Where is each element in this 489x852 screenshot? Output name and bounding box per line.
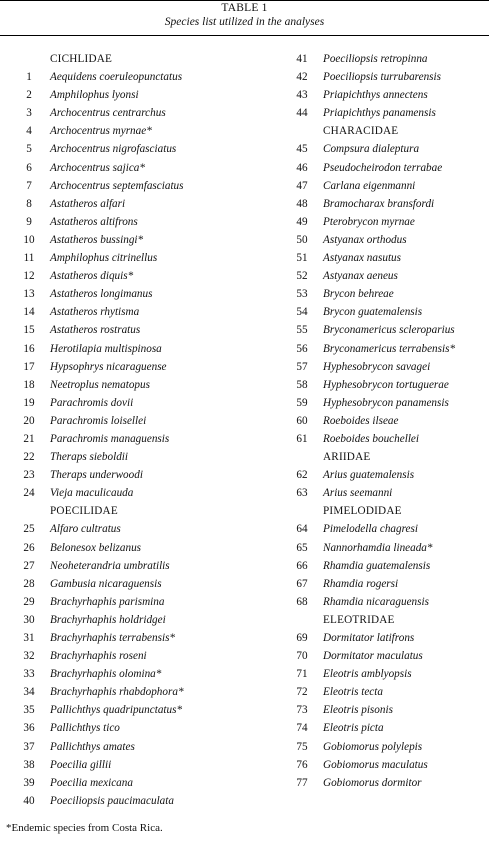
species-name: Archocentrus sajica*	[50, 161, 145, 174]
table-title: TABLE 1	[221, 2, 268, 14]
species-number: 55	[296, 324, 308, 337]
species-row	[18, 557, 258, 575]
species-number: 53	[296, 288, 308, 301]
species-number: 28	[23, 577, 35, 590]
species-number: 56	[296, 342, 308, 355]
species-number: 18	[23, 378, 35, 391]
species-row	[291, 68, 489, 86]
species-name: Brachyrhaphis rhabdophora*	[50, 686, 184, 699]
header-rule	[0, 35, 489, 36]
species-number: 9	[26, 215, 32, 228]
species-name: Rhamdia rogersi	[323, 577, 399, 590]
species-name: Vieja maculicauda	[50, 487, 134, 500]
species-row	[18, 683, 258, 701]
species-number: 1	[26, 71, 32, 84]
species-row	[18, 575, 258, 593]
species-name: Astatheros alfari	[50, 197, 126, 210]
species-number: 70	[296, 650, 308, 663]
species-number: 66	[296, 559, 308, 572]
species-name: Aequidens coeruleopunctatus	[50, 71, 183, 84]
species-row	[291, 340, 489, 358]
species-row	[291, 738, 489, 756]
species-row	[18, 358, 258, 376]
species-name: Eleotris tecta	[323, 686, 383, 699]
family-name: POECILIDAE	[50, 505, 118, 518]
species-name: Rhamdia guatemalensis	[323, 559, 431, 572]
species-name: Priapichthys annectens	[323, 89, 428, 102]
species-row	[291, 466, 489, 484]
species-number: 34	[23, 686, 35, 699]
species-row	[291, 629, 489, 647]
species-number: 65	[296, 541, 308, 554]
species-name: Bryconamericus terrabensis*	[323, 342, 456, 355]
species-number: 57	[296, 360, 308, 373]
species-number: 39	[23, 776, 35, 789]
species-row	[18, 303, 258, 321]
species-number: 43	[296, 89, 308, 102]
species-name: Hyphesobrycon tortuguerae	[323, 378, 449, 391]
species-row	[18, 629, 258, 647]
species-number: 69	[296, 632, 308, 644]
species-name: Hyphesobrycon panamensis	[323, 396, 449, 409]
species-name: Dormitator latifrons	[323, 632, 415, 644]
species-name: Gobiomorus polylepis	[323, 740, 423, 753]
species-name: Pallichthys tico	[50, 722, 120, 735]
species-row	[18, 394, 258, 412]
species-row	[18, 140, 258, 158]
species-row	[291, 575, 489, 593]
species-row	[291, 285, 489, 303]
species-number: 20	[23, 414, 35, 427]
species-number: 22	[23, 451, 35, 464]
species-number: 38	[23, 758, 35, 771]
species-row	[18, 774, 258, 792]
species-row	[291, 756, 489, 774]
species-name: Priapichthys panamensis	[323, 107, 436, 120]
family-name: ARIIDAE	[323, 451, 371, 464]
species-number: 35	[23, 704, 35, 717]
species-row	[18, 738, 258, 756]
family-header-row	[291, 448, 489, 466]
species-row	[18, 321, 258, 339]
species-number: 2	[26, 89, 32, 102]
species-name: Eleotris amblyopsis	[323, 668, 412, 681]
species-number: 27	[23, 559, 35, 572]
species-name: Theraps underwoodi	[50, 469, 143, 482]
species-row	[18, 701, 258, 719]
species-row	[18, 448, 258, 466]
species-name: Archocentrus nigrofasciatus	[50, 143, 177, 156]
species-number: 62	[296, 469, 308, 482]
species-name: Brycon guatemalensis	[323, 306, 423, 319]
family-header-row	[291, 502, 489, 520]
species-row	[291, 177, 489, 195]
species-number: 72	[296, 686, 308, 699]
species-row	[291, 557, 489, 575]
species-row	[291, 647, 489, 665]
species-number: 48	[296, 197, 308, 210]
species-row	[18, 195, 258, 213]
species-name: Astatheros rostratus	[50, 324, 141, 337]
species-row	[291, 140, 489, 158]
species-row	[18, 159, 258, 177]
species-row	[291, 231, 489, 249]
species-number: 76	[296, 758, 308, 771]
species-row	[18, 267, 258, 285]
species-number: 75	[296, 740, 308, 753]
species-name: Herotilapia multispinosa	[50, 342, 162, 355]
family-header-row	[18, 502, 258, 520]
species-row	[291, 412, 489, 430]
species-row	[291, 701, 489, 719]
species-name: Alfaro cultratus	[50, 523, 121, 536]
species-number: 4	[26, 125, 32, 138]
species-name: Nannorhamdia lineada*	[323, 541, 433, 554]
species-number: 63	[296, 487, 308, 500]
species-number: 25	[23, 523, 35, 536]
species-name: Amphilophus citrinellus	[50, 252, 158, 265]
species-name: Hypsophrys nicaraguense	[50, 360, 167, 373]
species-name: Roeboides bouchellei	[323, 432, 419, 445]
species-number: 46	[296, 161, 308, 174]
species-number: 23	[23, 469, 35, 482]
species-name: Pseudocheirodon terrabae	[323, 161, 443, 174]
species-number: 12	[23, 270, 35, 283]
species-row	[18, 611, 258, 629]
species-number: 45	[296, 143, 308, 156]
species-name: Parachromis dovii	[50, 396, 134, 409]
species-row	[18, 719, 258, 737]
species-name: Bryconamericus scleroparius	[323, 324, 455, 337]
species-row	[291, 104, 489, 122]
top-rule	[0, 0, 489, 1]
species-name: Parachromis managuensis	[50, 432, 170, 445]
species-name: Gobiomorus dormitor	[323, 776, 422, 789]
species-number: 5	[26, 143, 32, 156]
species-name: Astatheros diquis*	[50, 270, 134, 283]
species-name: Eleotris pisonis	[323, 704, 393, 717]
species-row	[18, 647, 258, 665]
species-row	[291, 249, 489, 267]
species-number: 67	[296, 577, 308, 590]
species-row	[291, 50, 489, 68]
species-number: 37	[23, 740, 35, 753]
species-number: 60	[296, 414, 308, 427]
species-number: 36	[23, 722, 35, 735]
species-row	[291, 267, 489, 285]
species-name: Archocentrus centrarchus	[50, 107, 166, 120]
species-name: Dormitator maculatus	[323, 650, 423, 663]
species-number: 51	[296, 252, 308, 265]
species-name: Poeciliopsis retropinna	[323, 53, 428, 65]
species-row	[291, 683, 489, 701]
species-name: Astatheros bussingi*	[50, 233, 144, 246]
species-row	[18, 340, 258, 358]
species-number: 29	[23, 595, 35, 608]
species-number: 16	[23, 342, 35, 355]
family-name: PIMELODIDAE	[323, 505, 402, 518]
species-number: 49	[296, 215, 308, 228]
species-name: Belonesox belizanus	[50, 541, 142, 554]
species-row	[18, 122, 258, 140]
species-number: 77	[296, 776, 308, 789]
species-name: Amphilophus lyonsi	[50, 89, 139, 102]
species-name: Neetroplus nematopus	[50, 378, 150, 391]
species-number: 41	[296, 53, 308, 65]
species-number: 58	[296, 378, 308, 391]
species-name: Astatheros rhytisma	[50, 306, 140, 319]
species-row	[291, 484, 489, 502]
species-row	[18, 249, 258, 267]
species-row	[18, 68, 258, 86]
species-row	[291, 520, 489, 538]
species-number: 13	[23, 288, 35, 301]
species-number: 40	[23, 794, 35, 807]
species-number: 47	[296, 179, 308, 192]
species-number: 19	[23, 396, 35, 409]
species-name: Pallichthys amates	[50, 740, 135, 753]
species-name: Archocentrus myrnae*	[50, 125, 152, 138]
species-row	[291, 394, 489, 412]
species-row	[18, 177, 258, 195]
species-name: Parachromis loisellei	[50, 414, 147, 427]
species-number: 68	[296, 595, 308, 608]
species-number: 44	[296, 107, 308, 120]
species-row	[18, 756, 258, 774]
species-number: 74	[296, 722, 308, 735]
species-name: Neoheterandria umbratilis	[50, 559, 170, 572]
species-name: Poecilia gillii	[50, 758, 112, 771]
species-row	[291, 719, 489, 737]
species-row	[18, 466, 258, 484]
species-row	[291, 539, 489, 557]
species-row	[18, 86, 258, 104]
species-number: 42	[296, 71, 308, 84]
species-row	[18, 539, 258, 557]
species-row	[18, 792, 258, 810]
species-row	[18, 593, 258, 611]
species-row	[291, 195, 489, 213]
species-name: Gambusia nicaraguensis	[50, 577, 162, 590]
species-number: 71	[296, 668, 308, 681]
species-name: Astatheros longimanus	[50, 288, 153, 301]
species-row	[18, 285, 258, 303]
species-row	[291, 358, 489, 376]
species-name: Archocentrus septemfasciatus	[50, 179, 184, 192]
family-name: ELEOTRIDAE	[323, 613, 395, 626]
species-name: Brachyrhaphis olomina*	[50, 668, 162, 681]
species-name: Brachyrhaphis parismina	[50, 595, 165, 608]
species-name: Eleotris picta	[323, 722, 384, 735]
species-column-right	[291, 50, 489, 792]
species-row	[18, 104, 258, 122]
species-name: Bramocharax bransfordi	[323, 197, 435, 210]
species-number: 64	[296, 523, 308, 536]
species-number: 24	[23, 487, 35, 500]
species-number: 73	[296, 704, 308, 717]
species-name: Poeciliopsis paucimaculata	[50, 794, 174, 807]
species-number: 32	[23, 650, 35, 663]
species-number: 31	[23, 632, 35, 644]
species-name: Brachyrhaphis holdridgei	[50, 613, 166, 626]
species-number: 17	[23, 360, 35, 373]
species-name: Pallichthys quadripunctatus*	[50, 704, 183, 717]
species-number: 6	[26, 161, 32, 174]
species-name: Astyanax aeneus	[323, 270, 398, 283]
species-number: 14	[23, 306, 35, 319]
species-name: Roeboides ilseae	[323, 414, 399, 427]
species-name: Brachyrhaphis roseni	[50, 650, 147, 663]
species-name: Pterobrycon myrnae	[323, 215, 415, 228]
species-column-left	[18, 50, 258, 810]
species-row	[291, 774, 489, 792]
table-subtitle: Species list utilized in the analyses	[164, 16, 325, 28]
species-name: Astyanax orthodus	[323, 233, 407, 246]
family-name: CHARACIDAE	[323, 125, 399, 138]
species-name: Carlana eigenmanni	[323, 179, 416, 192]
species-name: Rhamdia nicaraguensis	[323, 595, 429, 608]
species-row	[291, 159, 489, 177]
species-row	[18, 231, 258, 249]
species-row	[18, 430, 258, 448]
species-row	[18, 484, 258, 502]
footnote: *Endemic species from Costa Rica.	[6, 822, 163, 834]
species-row	[291, 593, 489, 611]
species-name: Theraps sieboldii	[50, 451, 129, 464]
species-name: Arius seemanni	[323, 487, 393, 500]
species-number: 15	[23, 324, 35, 337]
species-number: 21	[23, 432, 35, 445]
family-header-row	[18, 50, 258, 68]
species-row	[291, 86, 489, 104]
species-name: Poeciliopsis turrubarensis	[323, 71, 441, 84]
species-number: 3	[26, 107, 32, 120]
species-number: 11	[23, 252, 35, 265]
species-name: Gobiomorus maculatus	[323, 758, 428, 771]
species-number: 26	[23, 541, 35, 554]
species-row	[291, 376, 489, 394]
species-number: 33	[23, 668, 35, 681]
species-name: Brycon behreae	[323, 288, 394, 301]
species-row	[291, 665, 489, 683]
species-number: 7	[26, 179, 32, 192]
species-row	[291, 303, 489, 321]
species-number: 10	[23, 233, 35, 246]
species-row	[18, 412, 258, 430]
species-name: Hyphesobrycon savagei	[323, 360, 431, 373]
family-name: CICHLIDAE	[50, 53, 113, 65]
species-row	[291, 213, 489, 231]
species-number: 8	[26, 197, 32, 210]
family-header-row	[291, 122, 489, 140]
species-row	[18, 213, 258, 231]
species-name: Astatheros altifrons	[50, 215, 138, 228]
species-number: 54	[296, 306, 308, 319]
species-name: Brachyrhaphis terrabensis*	[50, 632, 176, 644]
species-number: 59	[296, 396, 308, 409]
species-name: Arius guatemalensis	[323, 469, 415, 482]
species-row	[18, 665, 258, 683]
species-row	[291, 321, 489, 339]
species-number: 30	[23, 613, 35, 626]
species-row	[18, 376, 258, 394]
species-name: Astyanax nasutus	[323, 252, 401, 265]
species-name: Poecilia mexicana	[50, 776, 133, 789]
species-row	[18, 520, 258, 538]
species-number: 61	[296, 432, 308, 445]
species-name: Compsura dialeptura	[323, 143, 420, 156]
family-header-row	[291, 611, 489, 629]
species-name: Pimelodella chagresi	[323, 523, 418, 536]
species-row	[291, 430, 489, 448]
species-number: 50	[296, 233, 308, 246]
species-number: 52	[296, 270, 308, 283]
